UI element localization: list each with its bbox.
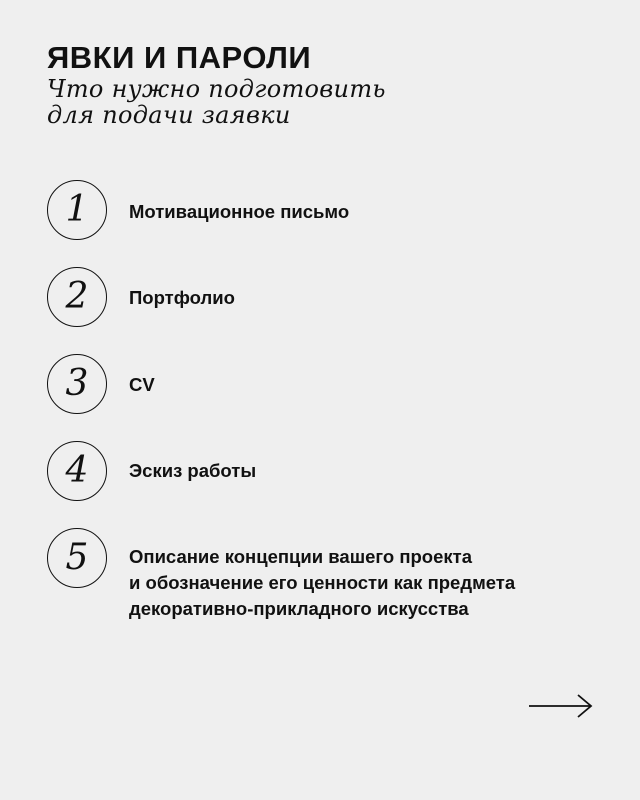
step-label-line: декоративно-прикладного искусства xyxy=(129,598,469,619)
step-number-badge xyxy=(47,354,107,414)
step-label-line: Портфолио xyxy=(129,287,235,308)
step-number-badge xyxy=(47,180,107,240)
page-title: ЯВКИ И ПАРОЛИ xyxy=(47,40,312,75)
step-label-line: Эскиз работы xyxy=(129,460,257,481)
subtitle-line: для подачи заявки xyxy=(47,101,291,129)
subtitle-line: Что нужно подготовить xyxy=(47,75,386,103)
heading xyxy=(47,40,607,128)
step-label xyxy=(129,372,609,398)
step-label xyxy=(129,458,609,484)
step-label xyxy=(129,199,609,225)
step-label-line: CV xyxy=(129,374,155,395)
arrow-right-icon[interactable] xyxy=(528,693,594,719)
arrow-right-icon-graphic xyxy=(528,693,594,719)
step-number: 1 xyxy=(65,189,89,230)
page-subtitle xyxy=(47,76,607,128)
step-number: 2 xyxy=(65,276,89,317)
step-label-line: Мотивационное письмо xyxy=(129,201,350,222)
step-number-badge xyxy=(47,528,107,588)
step-label-line: и обозначение его ценности как предмета xyxy=(129,572,516,593)
step-number-badge xyxy=(47,267,107,327)
step-number: 5 xyxy=(65,537,89,578)
step-number-badge xyxy=(47,441,107,501)
step-number: 3 xyxy=(65,363,89,404)
step-label-line: Описание концепции вашего проекта xyxy=(129,546,472,567)
step-label xyxy=(129,285,609,311)
step-number: 4 xyxy=(65,450,89,491)
step-label xyxy=(129,544,609,622)
